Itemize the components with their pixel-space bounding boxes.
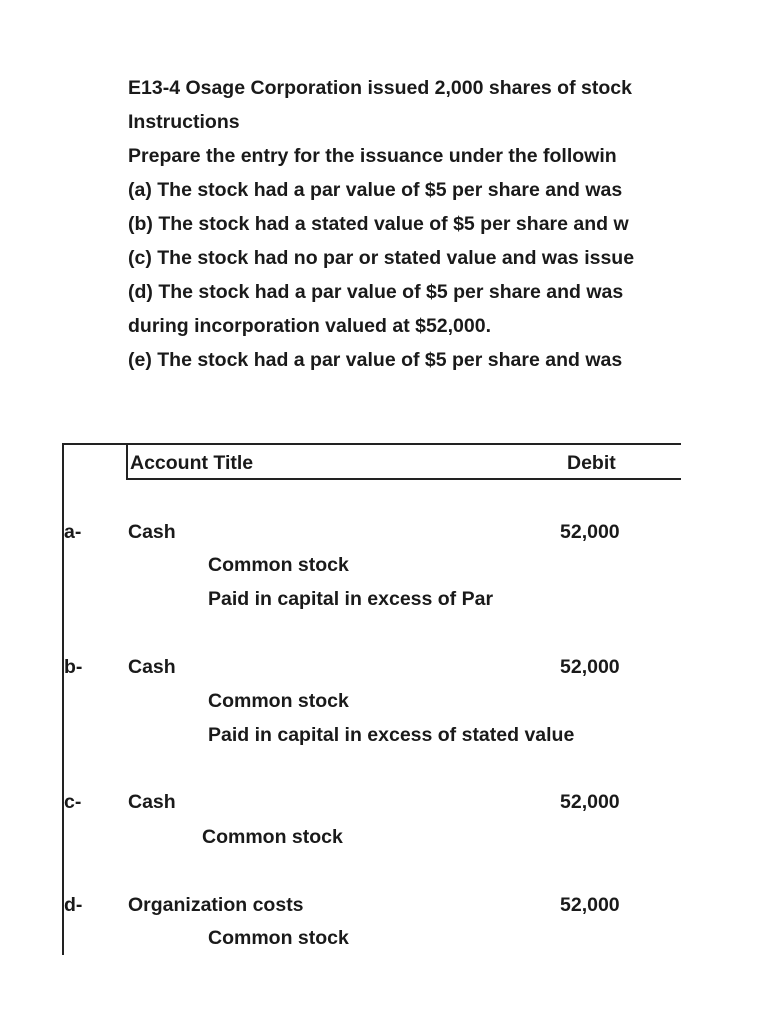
debit-header: Debit (567, 452, 616, 474)
debit-account: Cash (128, 521, 176, 543)
credit-account: Common stock (208, 927, 349, 949)
account-title-header: Account Title (130, 452, 254, 474)
debit-amount: 52,000 (560, 894, 620, 916)
entry-label: a- (64, 521, 82, 543)
credit-account: Paid in capital in excess of stated value (208, 724, 575, 746)
credit-account: Common stock (208, 554, 349, 576)
part-d-text-continued: during incorporation valued at $52,000. (128, 315, 492, 337)
credit-account: Common stock (208, 690, 349, 712)
part-b-text: (b) The stock had a stated value of $5 per share and w (128, 213, 629, 235)
debit-amount: 52,000 (560, 521, 620, 543)
part-a-text: (a) The stock had a par value of $5 per share and was (128, 179, 623, 201)
part-c-text: (c) The stock had no par or stated value and was issue (128, 247, 635, 269)
credit-account: Common stock (202, 826, 343, 848)
problem-title: E13-4 Osage Corporation issued 2,000 shares of stock (128, 77, 632, 99)
entry-label: c- (64, 791, 82, 813)
entry-label: d- (64, 894, 83, 916)
part-d-text: (d) The stock had a par value of $5 per share and was (128, 281, 624, 303)
debit-account: Cash (128, 791, 176, 813)
credit-account: Paid in capital in excess of Par (208, 588, 494, 610)
instructions-heading: Instructions (128, 111, 240, 133)
instructions-line: Prepare the entry for the issuance under the followin (128, 145, 617, 167)
entry-label: b- (64, 656, 83, 678)
debit-amount: 52,000 (560, 791, 620, 813)
debit-amount: 52,000 (560, 656, 620, 678)
debit-account: Organization costs (128, 894, 304, 916)
part-e-text: (e) The stock had a par value of $5 per share and was (128, 349, 623, 371)
debit-account: Cash (128, 656, 176, 678)
